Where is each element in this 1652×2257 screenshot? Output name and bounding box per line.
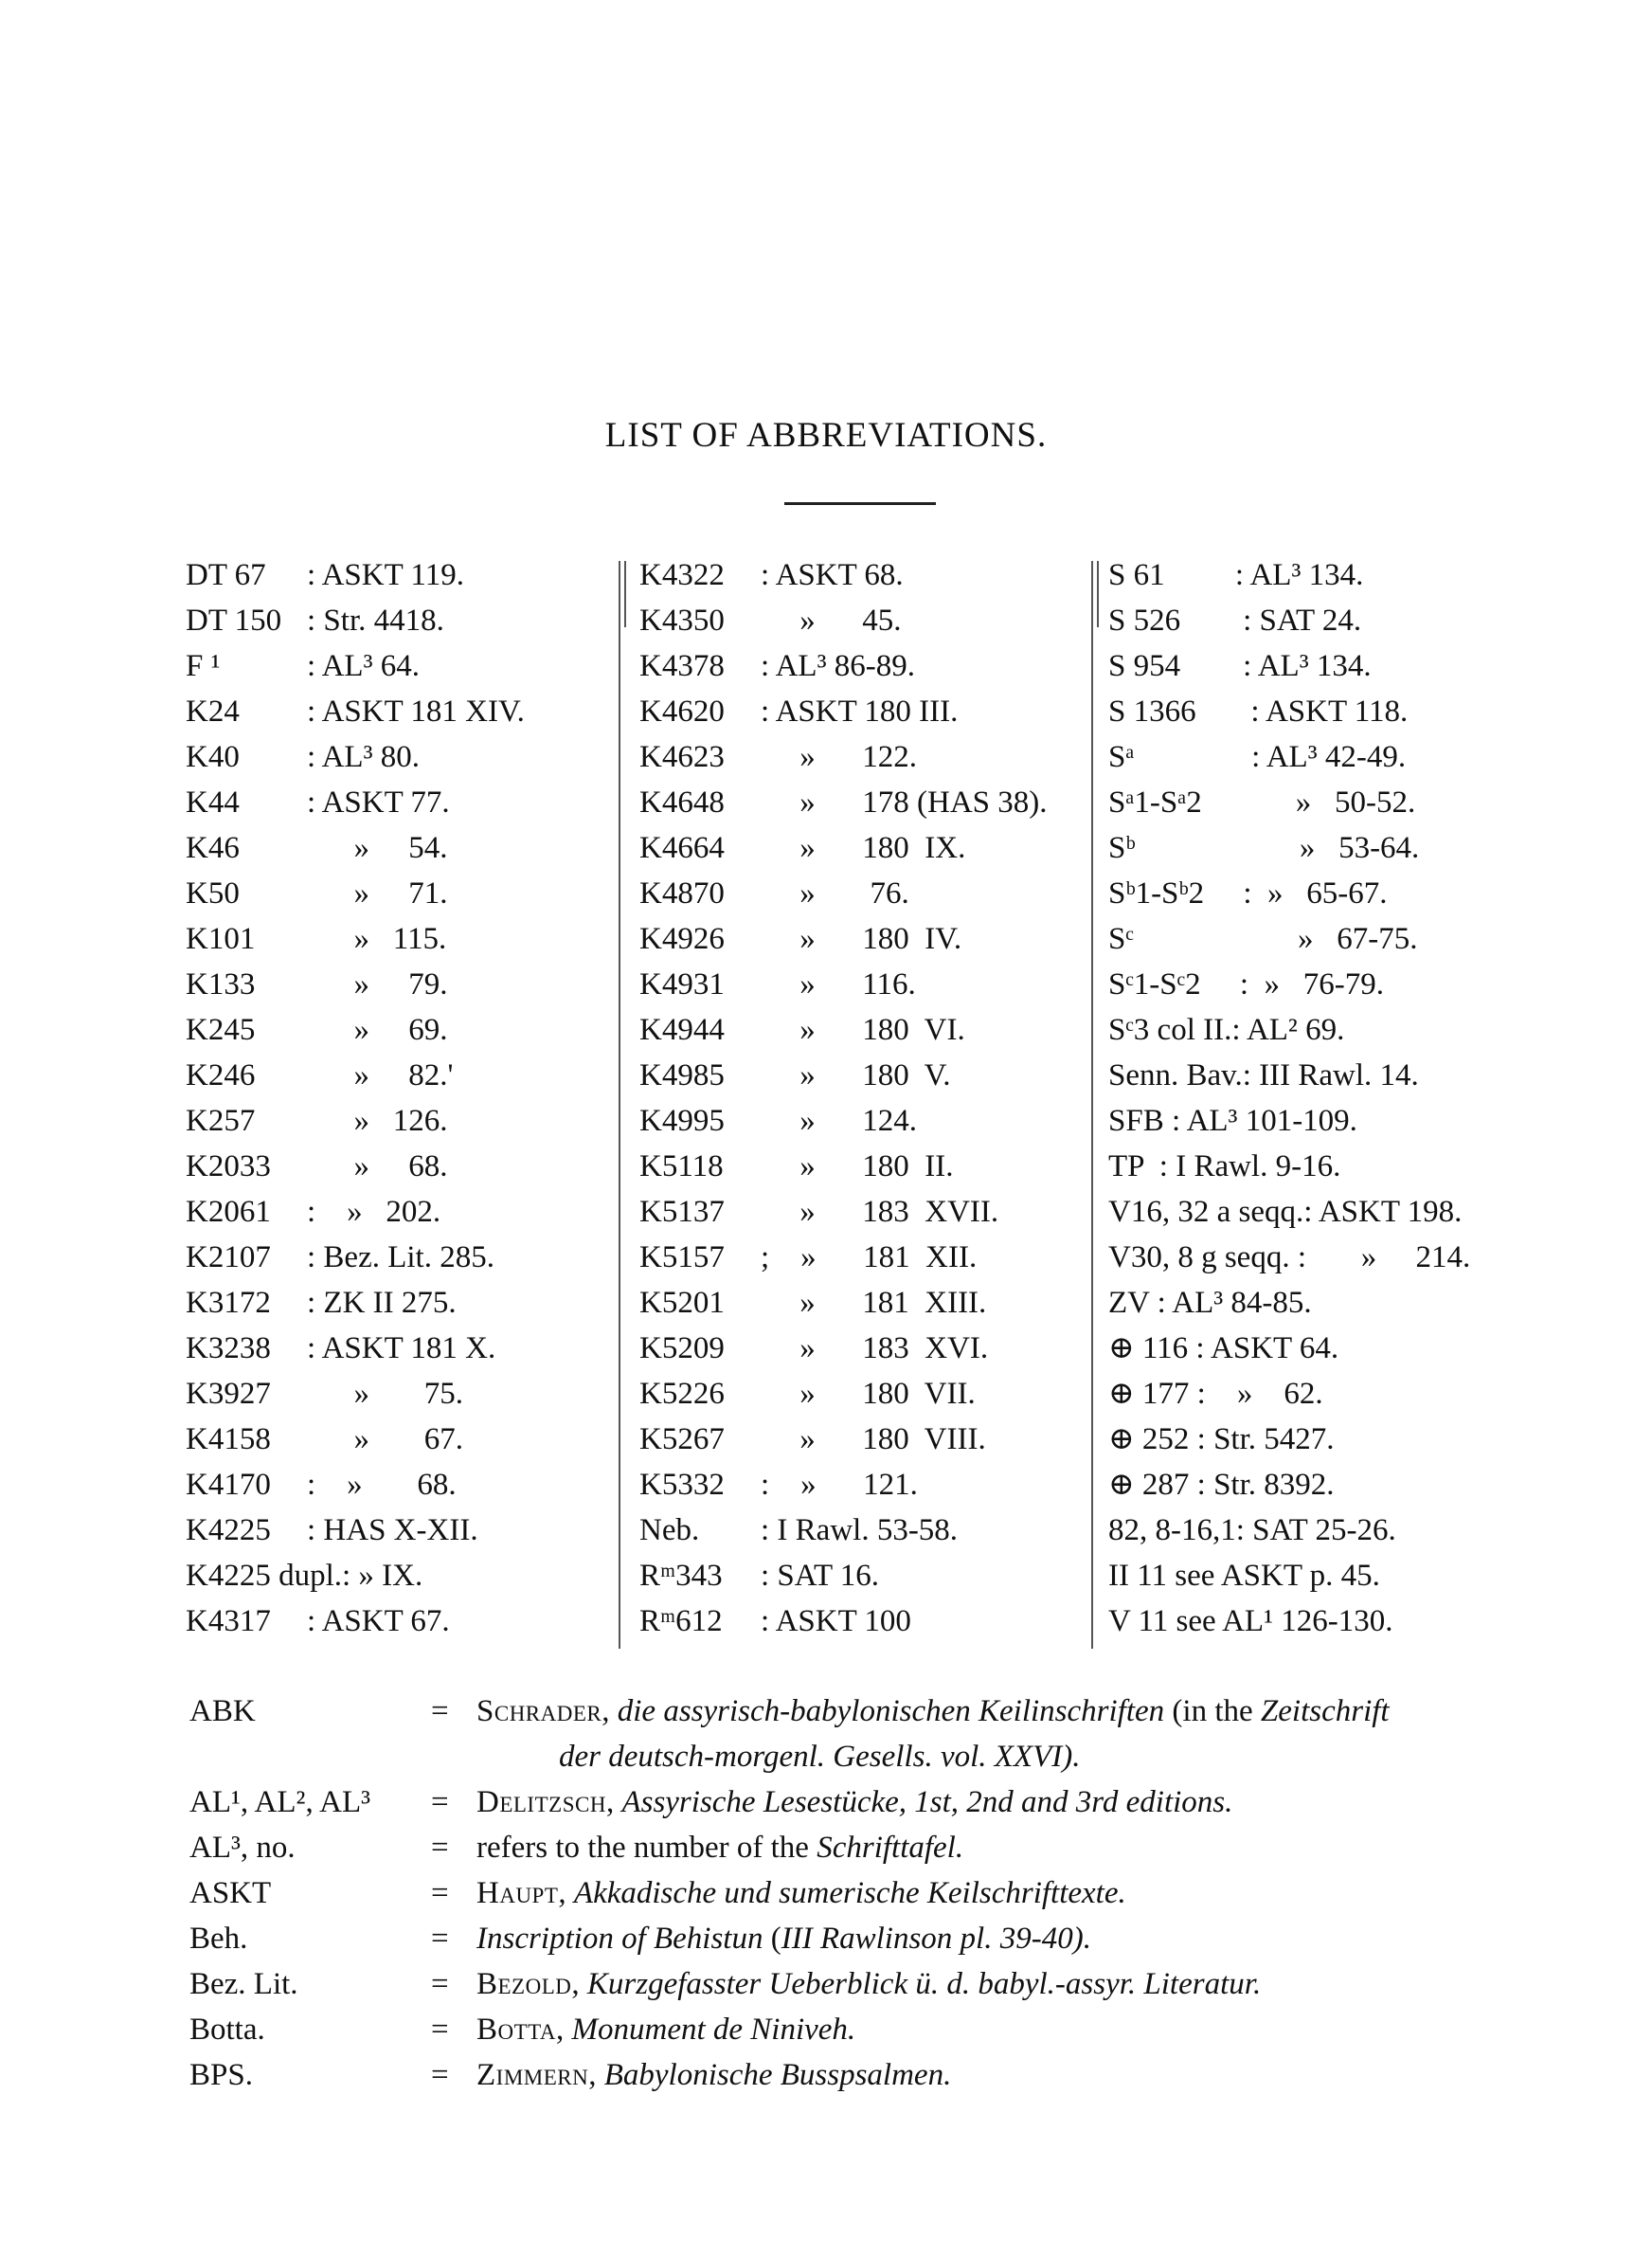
abbrev-value: Sᵃ : AL³ 42-49. (1108, 740, 1407, 774)
abbrev-row (639, 1053, 1085, 1098)
abbrev-row (1108, 1189, 1553, 1235)
abbrev-value: : ASKT 77. (307, 785, 450, 820)
abbrev-value: : AL³ 86-89. (761, 649, 915, 683)
abbrev-row (639, 1508, 1085, 1553)
abbrev-value: SFB : AL³ 101-109. (1108, 1104, 1357, 1138)
abbrev-row (639, 1189, 1085, 1235)
abbrev-value: : ASKT 67. (307, 1604, 450, 1638)
abbrev-value: » 183 XVII. (761, 1195, 999, 1229)
abbrev-row (639, 1098, 1085, 1144)
abbrev-row (186, 1280, 602, 1326)
abbrev-row (639, 1462, 1085, 1508)
abbrev-key: K5332 (639, 1468, 725, 1502)
abbrev-row (1108, 1098, 1553, 1144)
abbrev-row (186, 689, 602, 734)
abbrev-value: » 180 IV. (761, 922, 962, 956)
abbrev-row (639, 871, 1085, 916)
abbrev-value: » 124. (761, 1104, 917, 1138)
abbrev-key: K44 (186, 785, 240, 820)
reference-description: Haupt, Akkadische und sumerische Keilschrifttexte. (476, 1876, 1126, 1910)
abbrev-value: » 180 VIII. (761, 1422, 986, 1456)
reference-key: BPS. (189, 2058, 253, 2092)
reference-equals: = (431, 1831, 449, 1865)
reference-author: Schrader (476, 1694, 602, 1728)
abbrev-value: » 116. (761, 967, 916, 1002)
abbrev-row (639, 1235, 1085, 1280)
abbrev-row (639, 962, 1085, 1007)
abbrev-key: K3238 (186, 1331, 271, 1365)
reference-description: Schrader, die assyrisch-babylonischen Keilinschriften (in the Zeitschrift (476, 1694, 1390, 1728)
abbrev-row (1108, 825, 1553, 871)
column-divider (1091, 561, 1093, 1649)
abbrev-key: K4931 (639, 967, 725, 1002)
abbrev-row (186, 962, 602, 1007)
abbrev-column-2 (639, 552, 1085, 1644)
abbrev-value: : ASKT 100 (761, 1604, 911, 1638)
abbrev-key: DT 67 (186, 558, 266, 592)
abbrev-key: K4378 (639, 649, 725, 683)
abbrev-value: » 54. (307, 831, 448, 865)
abbrev-value: » 126. (307, 1104, 448, 1138)
abbrev-row (639, 780, 1085, 825)
abbrev-row (1108, 598, 1553, 643)
abbrev-row (1108, 1462, 1553, 1508)
abbrev-key: K257 (186, 1104, 256, 1138)
reference-entry (189, 1734, 1553, 1779)
abbrev-value: : I Rawl. 53-58. (761, 1513, 959, 1547)
abbrev-row (186, 1007, 602, 1053)
abbrev-value: » 79. (307, 967, 448, 1002)
abbrev-value: » 180 II. (761, 1149, 954, 1183)
title-rule (784, 502, 936, 505)
abbrev-row (639, 1598, 1085, 1644)
abbrev-key: K4170 (186, 1468, 271, 1502)
abbrev-row (1108, 1007, 1553, 1053)
abbrev-key: K2033 (186, 1149, 271, 1183)
reference-entry (189, 1961, 1553, 2007)
abbrev-key: K5267 (639, 1422, 725, 1456)
abbrev-row (186, 1598, 602, 1644)
abbrev-value: Sᶜ » 67-75. (1108, 922, 1418, 956)
reference-author: Bezold (476, 1967, 572, 2001)
abbrev-value: : » 121. (761, 1468, 918, 1502)
abbrev-value: S 1366 : ASKT 118. (1108, 695, 1409, 729)
abbrev-value: : » 202. (307, 1195, 441, 1229)
abbrev-value: V 11 see AL¹ 126-130. (1108, 1604, 1393, 1638)
reference-title: Inscription of Behistun (476, 1922, 763, 1956)
reference-entry (189, 1870, 1553, 1916)
abbrev-value: : ASKT 119. (307, 558, 464, 592)
reference-key: Beh. (189, 1922, 248, 1956)
abbrev-value: V16, 32 a seqq.: ASKT 198. (1108, 1195, 1463, 1229)
abbrev-row (186, 1553, 602, 1598)
abbrev-key: K4322 (639, 558, 725, 592)
reference-title: Kurzgefasster Ueberblick ü. d. babyl.-assyr. Literatur. (586, 1967, 1262, 2001)
abbrev-row (186, 825, 602, 871)
abbrev-key: K3172 (186, 1286, 271, 1320)
abbrev-key: K133 (186, 967, 256, 1002)
abbrev-value: S 61 : AL³ 134. (1108, 558, 1364, 592)
reference-title: Akkadische und sumerische Keilschrifttexte. (573, 1876, 1126, 1910)
abbrev-value: TP : I Rawl. 9-16. (1108, 1149, 1341, 1183)
abbrev-key: K4225 (186, 1513, 271, 1547)
reference-description (476, 1825, 963, 1870)
abbrev-value: » 45. (761, 604, 902, 638)
abbrev-row (639, 643, 1085, 689)
abbrev-value: : Str. 4418. (307, 604, 444, 638)
abbrev-row (639, 1326, 1085, 1371)
abbrev-value: » 180 VI. (761, 1013, 965, 1047)
abbrev-value: » 178 (HAS 38). (761, 785, 1048, 820)
abbrev-key: K4870 (639, 876, 725, 911)
abbrev-row (186, 734, 602, 780)
abbrev-value: : ASKT 68. (761, 558, 904, 592)
abbrev-value: : HAS X-XII. (307, 1513, 478, 1547)
abbrev-value: » 68. (307, 1149, 448, 1183)
abbrev-value: » 122. (761, 740, 917, 774)
abbrev-value: » 69. (307, 1013, 448, 1047)
reference-description: Bezold, Kurzgefasster Ueberblick ü. d. babyl.-assyr. Literatur. (476, 1967, 1262, 2001)
reference-note: refers to the number of the (476, 1831, 817, 1865)
abbrev-column-3 (1108, 552, 1553, 1644)
abbrev-key: Rᵐ612 (639, 1604, 723, 1638)
abbrev-row (186, 1144, 602, 1189)
abbrev-value: Sᵃ1-Sᵃ2 » 50-52. (1108, 785, 1416, 820)
abbrev-value: S 954 : AL³ 134. (1108, 649, 1372, 683)
abbrev-value: » 67. (307, 1422, 463, 1456)
abbrev-row (186, 1189, 602, 1235)
reference-entry (189, 1779, 1553, 1825)
abbrev-value: Sᶜ3 col II.: AL² 69. (1108, 1013, 1345, 1047)
abbrev-key: K2061 (186, 1195, 271, 1229)
reference-description: der deutsch-morgenl. Gesells. vol. XXVI). (559, 1740, 1081, 1774)
abbrev-row (186, 1235, 602, 1280)
abbrev-row (1108, 1280, 1553, 1326)
reference-author: Zimmern (476, 2058, 589, 2092)
abbrev-row (639, 1007, 1085, 1053)
abbrev-value: V30, 8 g seqq. : » 214. (1108, 1240, 1471, 1274)
abbrev-row (639, 552, 1085, 598)
abbrev-row (186, 552, 602, 598)
reference-note-italic: Zeitschrift (1260, 1694, 1390, 1728)
abbrev-row (1108, 1417, 1553, 1462)
abbrev-value: Senn. Bav.: III Rawl. 14. (1108, 1058, 1419, 1092)
abbrev-key: K4620 (639, 695, 725, 729)
abbrev-row (1108, 1508, 1553, 1553)
abbrev-row (639, 689, 1085, 734)
abbrev-value: : AL³ 80. (307, 740, 420, 774)
reference-author: Delitzsch (476, 1785, 606, 1819)
abbrev-value: II 11 see ASKT p. 45. (1108, 1559, 1380, 1593)
abbrev-key: K5226 (639, 1377, 725, 1411)
abbrev-key: K4995 (639, 1104, 725, 1138)
abbrev-row (639, 1280, 1085, 1326)
abbrev-row (1108, 643, 1553, 689)
abbrev-row (1108, 871, 1553, 916)
abbrev-key: K4225 dupl.: » IX. (186, 1559, 423, 1593)
abbrev-key: F ¹ (186, 649, 221, 683)
reference-list (189, 1688, 1553, 2098)
reference-entry (189, 1688, 1553, 1734)
abbrev-row (1108, 1144, 1553, 1189)
reference-equals: = (431, 2013, 449, 2047)
abbrev-key: K4623 (639, 740, 725, 774)
abbrev-key: K4648 (639, 785, 725, 820)
reference-equals: = (431, 1694, 449, 1728)
page-title: LIST OF ABBREVIATIONS. (604, 416, 1048, 455)
reference-note: , 1st, 2nd and 3rd editions. (898, 1785, 1233, 1819)
abbrev-value: ⊕ 116 : ASKT 64. (1108, 1331, 1339, 1365)
abbrev-row (1108, 689, 1553, 734)
abbrev-key: K4158 (186, 1422, 271, 1456)
abbrev-row (1108, 916, 1553, 962)
abbrev-value: ⊕ 177 : » 62. (1108, 1377, 1323, 1411)
abbrev-value: : » 68. (307, 1468, 457, 1502)
reference-key: AL¹, AL², AL³ (189, 1785, 371, 1819)
abbrev-row (1108, 962, 1553, 1007)
abbrev-row (639, 1417, 1085, 1462)
abbrev-key: K5209 (639, 1331, 725, 1365)
reference-key: Botta. (189, 2013, 265, 2047)
abbrev-row (186, 1371, 602, 1417)
abbrev-row (186, 1053, 602, 1098)
abbrev-row (1108, 1371, 1553, 1417)
abbrev-row (639, 1144, 1085, 1189)
reference-note: ( (763, 1922, 781, 1956)
abbrev-key: K4985 (639, 1058, 725, 1092)
abbrev-row (639, 916, 1085, 962)
abbrev-key: K5118 (639, 1149, 724, 1183)
abbrev-value: » 180 IX. (761, 831, 966, 865)
abbrev-row (186, 780, 602, 825)
abbrev-value: Sᶜ1-Sᶜ2 : » 76-79. (1108, 967, 1384, 1002)
reference-entry (189, 1825, 1553, 1870)
reference-description (476, 1916, 1091, 1961)
reference-entry (189, 1916, 1553, 1961)
abbrev-value: » 115. (307, 922, 447, 956)
abbrev-key: K50 (186, 876, 240, 911)
abbrev-value: » 75. (307, 1377, 463, 1411)
reference-entry (189, 2007, 1553, 2052)
abbrev-value: » 71. (307, 876, 448, 911)
reference-equals: = (431, 1922, 449, 1956)
abbrev-row (186, 643, 602, 689)
reference-author: Haupt (476, 1876, 559, 1910)
reference-key: AL³, no. (189, 1831, 296, 1865)
abbrev-value: : ASKT 180 III. (761, 695, 959, 729)
abbrev-key: K4350 (639, 604, 725, 638)
reference-key: ABK (189, 1694, 256, 1728)
abbrev-value: : Bez. Lit. 285. (307, 1240, 494, 1274)
abbrev-row (1108, 552, 1553, 598)
abbrev-row (639, 1553, 1085, 1598)
reference-equals: = (431, 2058, 449, 2092)
abbrev-row (1108, 734, 1553, 780)
reference-equals: = (431, 1785, 449, 1819)
abbrev-value: S 526 : SAT 24. (1108, 604, 1362, 638)
abbrev-value: ; » 181 XII. (761, 1240, 978, 1274)
abbrev-value: : ZK II 275. (307, 1286, 457, 1320)
reference-author: Botta (476, 2013, 556, 2047)
abbrev-row (186, 1326, 602, 1371)
abbrev-key: K101 (186, 922, 256, 956)
abbrev-value: » 180 VII. (761, 1377, 976, 1411)
abbrev-column-1 (186, 552, 602, 1644)
column-divider (619, 561, 620, 1649)
abbrev-key: K5157 (639, 1240, 725, 1274)
reference-equals: = (431, 1967, 449, 2001)
reference-description: Delitzsch, Assyrische Lesestücke, 1st, 2nd and 3rd editions. (476, 1785, 1233, 1819)
reference-title: Monument de Niniveh. (571, 2013, 856, 2047)
abbrev-key: K246 (186, 1058, 256, 1092)
reference-key: Bez. Lit. (189, 1967, 298, 2001)
reference-title: Babylonische Busspsalmen. (603, 2058, 952, 2092)
abbrev-value: » 180 V. (761, 1058, 951, 1092)
reference-entry (189, 2052, 1553, 2098)
abbrev-row (1108, 1598, 1553, 1644)
abbrev-row (186, 1417, 602, 1462)
abbrev-key: K40 (186, 740, 240, 774)
reference-description: Botta, Monument de Niniveh. (476, 2013, 856, 2047)
abbrev-key: K5137 (639, 1195, 725, 1229)
abbrev-value: » 82.' (307, 1058, 454, 1092)
abbrev-value: ⊕ 287 : Str. 8392. (1108, 1468, 1335, 1502)
abbrev-key: K5201 (639, 1286, 725, 1320)
abbrev-row (1108, 780, 1553, 825)
reference-note-italic: III Rawlinson pl. 39-40). (781, 1922, 1091, 1956)
abbrev-key: K4926 (639, 922, 725, 956)
reference-key: ASKT (189, 1876, 272, 1910)
abbrev-value: Sᵇ1-Sᵇ2 : » 65-67. (1108, 876, 1388, 911)
abbrev-row (186, 871, 602, 916)
abbrev-key: Neb. (639, 1513, 700, 1547)
abbrev-row (1108, 1235, 1553, 1280)
reference-note-italic: Schrifttafel. (817, 1831, 964, 1865)
abbrev-row (639, 734, 1085, 780)
abbrev-value: : SAT 16. (761, 1559, 880, 1593)
abbrev-key: K3927 (186, 1377, 271, 1411)
abbrev-key: K4664 (639, 831, 725, 865)
abbrev-key: K4944 (639, 1013, 725, 1047)
abbrev-value: » 183 XVI. (761, 1331, 989, 1365)
abbrev-key: K245 (186, 1013, 256, 1047)
abbrev-row (186, 1098, 602, 1144)
abbrev-key: DT 150 (186, 604, 282, 638)
abbrev-value: : ASKT 181 XIV. (307, 695, 525, 729)
reference-title: Assyrische Lesestücke (621, 1785, 899, 1819)
abbrev-value: : AL³ 64. (307, 649, 420, 683)
reference-note: (in the (1164, 1694, 1261, 1728)
reference-title: die assyrisch-babylonischen Keilinschriften (617, 1694, 1165, 1728)
abbrev-row (186, 1508, 602, 1553)
abbrev-key: Rᵐ343 (639, 1559, 723, 1593)
abbrev-row (186, 598, 602, 643)
abbrev-row (1108, 1553, 1553, 1598)
abbrev-row (639, 825, 1085, 871)
abbrev-row (186, 916, 602, 962)
abbrev-row (639, 1371, 1085, 1417)
abbrev-key: K4317 (186, 1604, 271, 1638)
abbrev-value: ZV : AL³ 84-85. (1108, 1286, 1312, 1320)
abbrev-value: » 76. (761, 876, 909, 911)
reference-equals: = (431, 1876, 449, 1910)
abbrev-value: Sᵇ » 53-64. (1108, 831, 1420, 865)
abbrev-value: » 181 XIII. (761, 1286, 987, 1320)
reference-description: Zimmern, Babylonische Busspsalmen. (476, 2058, 952, 2092)
abbrev-value: ⊕ 252 : Str. 5427. (1108, 1422, 1335, 1456)
abbrev-key: K24 (186, 695, 240, 729)
abbrev-row (186, 1462, 602, 1508)
abbrev-key: K2107 (186, 1240, 271, 1274)
abbrev-row (1108, 1053, 1553, 1098)
abbrev-row (639, 598, 1085, 643)
abbrev-value: 82, 8-16,1: SAT 25-26. (1108, 1513, 1396, 1547)
abbrev-key: K46 (186, 831, 240, 865)
abbrev-value: : ASKT 181 X. (307, 1331, 496, 1365)
abbrev-row (1108, 1326, 1553, 1371)
